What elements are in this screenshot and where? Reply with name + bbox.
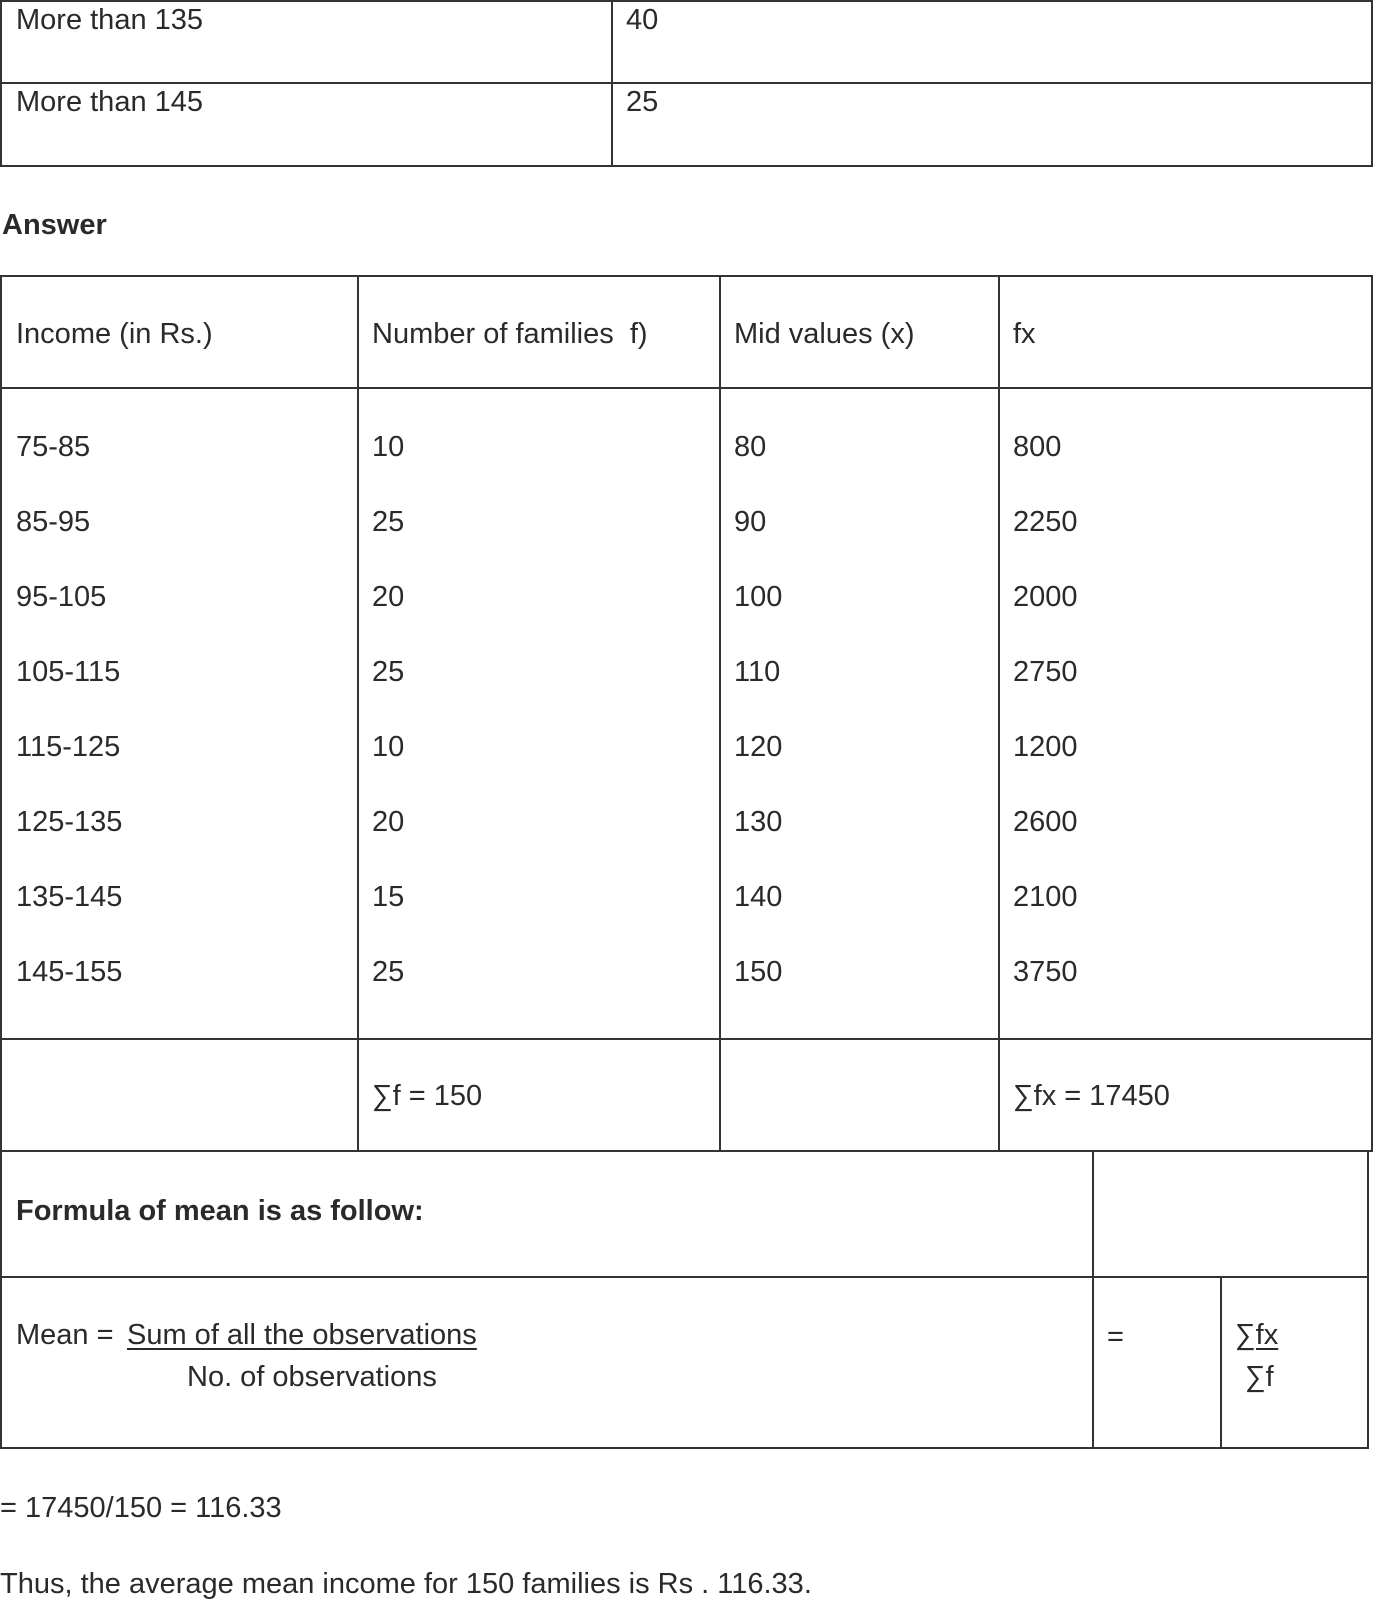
table-border xyxy=(0,1038,1373,1040)
fraction-numerator: ∑fx xyxy=(1235,1319,1279,1351)
fraction-denominator: ∑f xyxy=(1245,1361,1274,1393)
formula-heading: Formula of mean is as follow: xyxy=(16,1195,424,1227)
table-cell: 2100 xyxy=(1013,881,1078,913)
table-cell: 140 xyxy=(734,881,783,913)
table-border xyxy=(0,275,2,1152)
table-border xyxy=(0,275,1373,277)
column-header: Number of families f) xyxy=(372,318,648,350)
table-cell: 125-135 xyxy=(16,806,123,838)
table-cell: 1200 xyxy=(1013,731,1078,763)
table-border xyxy=(1220,1276,1222,1449)
table-cell: 105-115 xyxy=(16,656,121,688)
table-cell: 80 xyxy=(734,431,767,463)
table-cell: 20 xyxy=(372,581,405,613)
top-row-value: 25 xyxy=(626,86,659,118)
top-row-value: 40 xyxy=(626,4,659,36)
table-cell: 150 xyxy=(734,956,783,988)
table-border xyxy=(1367,1150,1369,1449)
table-border xyxy=(0,165,1373,167)
table-border xyxy=(0,1447,1369,1449)
column-header: Mid values (x) xyxy=(734,318,915,350)
table-cell: 10 xyxy=(372,731,405,763)
table-cell: 110 xyxy=(734,656,781,688)
top-row-label: More than 145 xyxy=(16,86,204,118)
top-row-label: More than 135 xyxy=(16,4,204,36)
answer-heading: Answer xyxy=(2,209,107,241)
table-border xyxy=(998,275,1000,1152)
table-border xyxy=(0,387,1373,389)
table-cell: 3750 xyxy=(1013,956,1078,988)
table-border xyxy=(357,275,359,1152)
table-cell: 15 xyxy=(372,881,405,913)
table-cell: 115-125 xyxy=(16,731,121,763)
table-cell: 25 xyxy=(372,656,405,688)
table-cell: 100 xyxy=(734,581,783,613)
table-border xyxy=(1092,1150,1094,1449)
column-header: fx xyxy=(1013,318,1036,350)
mean-prefix: Mean = xyxy=(16,1319,122,1351)
table-border xyxy=(0,1150,1373,1152)
table-cell: 25 xyxy=(372,956,405,988)
table-border xyxy=(0,0,2,167)
table-cell: 130 xyxy=(734,806,783,838)
table-cell: 90 xyxy=(734,506,767,538)
table-cell: 10 xyxy=(372,431,405,463)
table-cell: 95-105 xyxy=(16,581,107,613)
table-cell: 145-155 xyxy=(16,956,123,988)
table-border xyxy=(719,275,721,1152)
table-cell: 120 xyxy=(734,731,783,763)
formula-numerator: Sum of all the observations xyxy=(127,1319,477,1351)
table-border xyxy=(0,1150,2,1449)
conclusion-line: Thus, the average mean income for 150 families is Rs . 116.33. xyxy=(0,1568,812,1600)
table-cell: 75-85 xyxy=(16,431,91,463)
table-cell: 85-95 xyxy=(16,506,91,538)
table-cell: 2750 xyxy=(1013,656,1078,688)
table-cell: 135-145 xyxy=(16,881,123,913)
table-cell: 800 xyxy=(1013,431,1062,463)
table-cell: 2250 xyxy=(1013,506,1078,538)
formula-denominator: No. of observations xyxy=(187,1361,437,1393)
table-border xyxy=(611,0,613,167)
sum-f: ∑f = 150 xyxy=(372,1080,483,1112)
table-border xyxy=(0,0,1373,2)
table-cell: 2600 xyxy=(1013,806,1078,838)
column-header: Income (in Rs.) xyxy=(16,318,213,350)
table-border xyxy=(0,1276,1369,1278)
equals-sign: = xyxy=(1107,1321,1124,1353)
table-cell: 25 xyxy=(372,506,405,538)
calculation-line: = 17450/150 = 116.33 xyxy=(0,1492,282,1524)
sum-fx: ∑fx = 17450 xyxy=(1013,1080,1170,1112)
table-cell: 20 xyxy=(372,806,405,838)
table-cell: 2000 xyxy=(1013,581,1078,613)
table-border xyxy=(0,82,1373,84)
